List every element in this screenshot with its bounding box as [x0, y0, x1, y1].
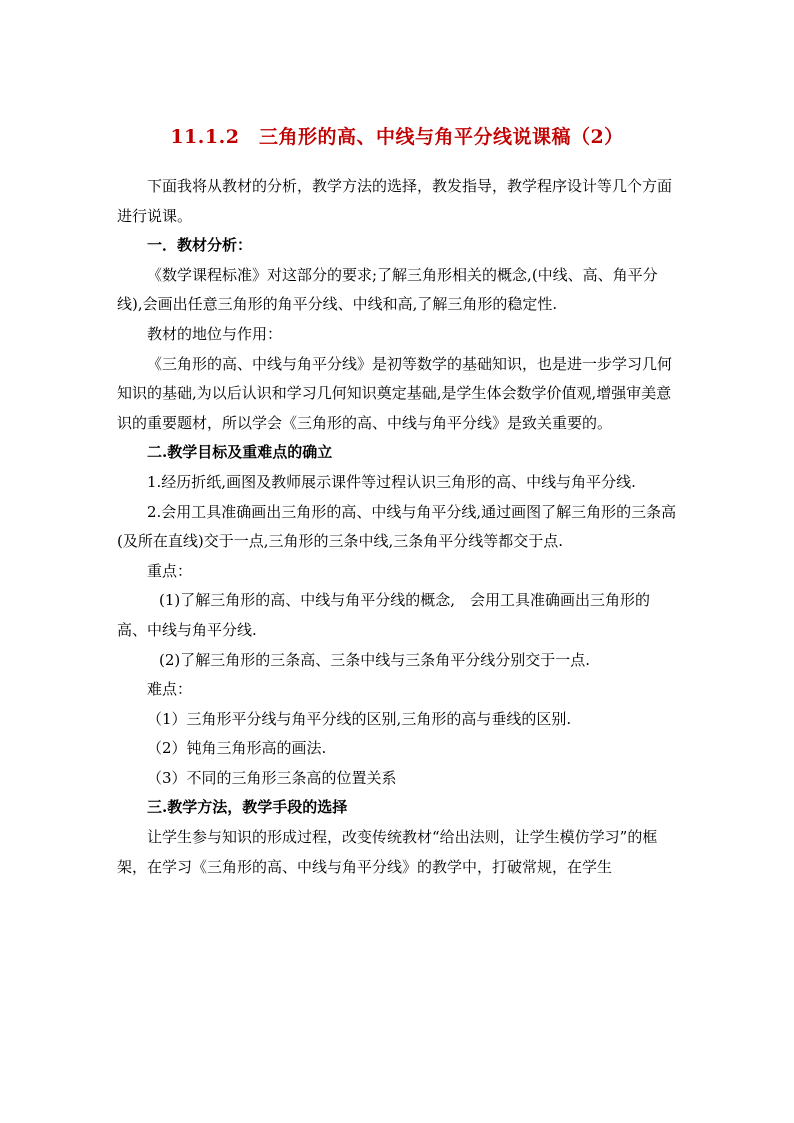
section-heading-objectives: 二.教学目标及重难点的确立 — [147, 443, 333, 462]
paragraph-difficulties-label: 难点： — [147, 680, 193, 699]
paragraph-objective-2: 2.会用工具准确画出三角形的高、中线与角平分线,通过画图了解三角形的三条高(及所在直线)交于一点,三角形的三条中线,三条角平分线等都交于点. — [117, 502, 677, 551]
paragraph-intro: 下面我将从教材的分析，教学方法的选择，教发指导，教学程序设计等几个方面进行说课。 — [117, 177, 673, 225]
paragraph-key-point-2: (2)了解三角形的三条高、三条中线与三条角平分线分别交于一点. — [159, 650, 591, 669]
paragraph-methods-body: 让学生参与知识的形成过程，改变传统教材“给出法则，让学生模仿学习”的框架，在学习《三角形的高、中线与角平分线》的教学中，打破常规，在学生 — [117, 828, 658, 876]
section-heading-methods: 三.教学方法，教学手段的选择 — [147, 798, 348, 817]
paragraph-difficulty-2: （2）钝角三角形高的画法. — [147, 739, 327, 758]
paragraph-curriculum-standard: 《数学课程标准》对这部分的要求;了解三角形相关的概念,(中线、高、角平分线),会画出任意三角形的角平分线、中线和高,了解三角形的稳定性. — [117, 265, 658, 314]
paragraph-difficulty-3: （3）不同的三角形三条高的位置关系 — [147, 768, 397, 787]
paragraph-objective-1: 1.经历折纸,画图及教师展示课件等过程认识三角形的高、中线与角平分线. — [147, 472, 636, 491]
paragraph-role-heading: 教材的地位与作用： — [147, 324, 283, 343]
section-heading-textbook-analysis: 一．教材分析： — [147, 236, 253, 255]
paragraph-difficulty-1: （1）三角形平分线与角平分线的区别,三角形的高与垂线的区别. — [147, 709, 572, 728]
page-title: 11.1.2 三角形的高、中线与角平分线说课稿（2） — [170, 126, 624, 148]
paragraph-role-body: 《三角形的高、中线与角平分线》是初等数学的基础知识，也是进一步学习几何知识的基础,为以后认识和学习几何知识奠定基础,是学生体会数学价值观,增强审美意识的重要题材，所以学会《三角形的高、中线与角平分线》是致关重要的。 — [117, 354, 673, 432]
paragraph-key-points-label: 重点： — [147, 561, 193, 580]
document-body — [117, 172, 677, 882]
paragraph-key-point-1: (1)了解三角形的高、中线与角平分线的概念, 会用工具准确画出三角形的高、中线与角平分线. — [117, 591, 651, 639]
